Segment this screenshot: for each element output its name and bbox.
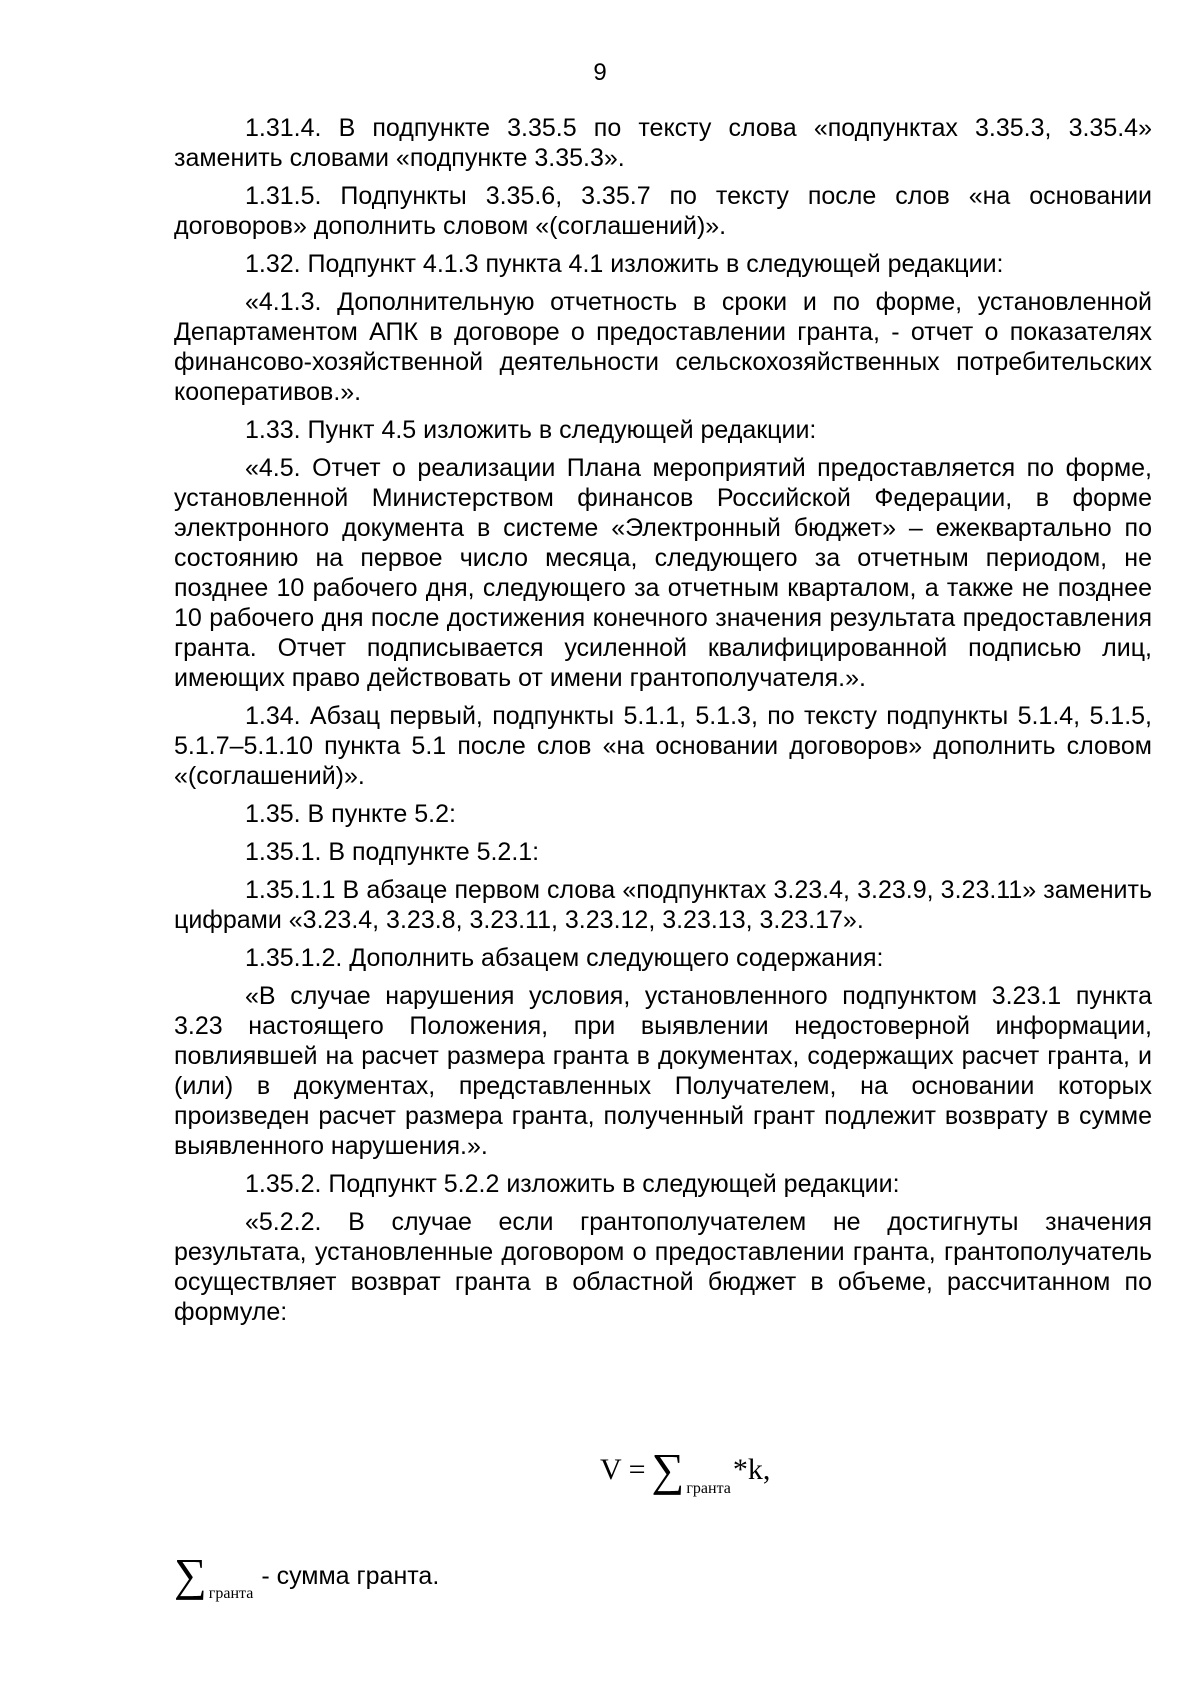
formula-lhs: V = bbox=[600, 1453, 646, 1486]
legend-subscript: гранта bbox=[208, 1585, 254, 1602]
paragraph-1-32: 1.32. Подпункт 4.1.3 пункта 4.1 изложить в следующей редакции: bbox=[245, 250, 1004, 278]
paragraph-1-35-2: 1.35.2. Подпункт 5.2.2 изложить в следующей редакции: bbox=[245, 1170, 900, 1198]
paragraph-5-2-2-quote: «5.2.2. В случае если грантополучателем не достигнуты значения результата, установленные договором о предоставлении гранта, грантополучатель осуществляет возврат гранта в областной бюджет в объеме, рассчитанном по формуле: bbox=[174, 1208, 1152, 1326]
paragraph-4-5-quote: «4.5. Отчет о реализации Плана мероприятий предоставляется по форме, установленной Министерством финансов Российской Федерации, в форме электронного документа в системе «Электронный бюджет» – ежеквартально по состоянию на первое число месяца, следующего за отчетным периодом, не позднее 10 рабочего дня, следующего за отчетным кварталом, а также не позднее 10 рабочего дня после достижения конечного значения результата предоставления гранта. Отчет подписывается усиленной квалифицированной подписью лиц, имеющих право действовать от имени грантополучателя.». bbox=[174, 454, 1152, 692]
formula-legend bbox=[174, 1549, 440, 1614]
paragraph-4-1-3-quote: «4.1.3. Дополнительную отчетность в сроки и по форме, установленной Департаментом АПК в договоре о предоставлении гранта, - отчет о показателях финансово-хозяйственной деятельности сельскохозяйственных потребительских кооперативов.». bbox=[174, 288, 1152, 406]
formula-tail: *k, bbox=[732, 1453, 771, 1486]
paragraph-1-35-1-1: 1.35.1.1 В абзаце первом слова «подпунктах 3.23.4, 3.23.9, 3.23.11» заменить цифрами «3.23.4, 3.23.8, 3.23.11, 3.23.12, 3.23.13, 3.23.17». bbox=[174, 876, 1152, 934]
formula-subscript: гранта bbox=[686, 1480, 731, 1497]
paragraph-1-35-1: 1.35.1. В подпункте 5.2.1: bbox=[245, 838, 540, 866]
page-number: 9 bbox=[593, 59, 607, 86]
paragraph-1-33: 1.33. Пункт 4.5 изложить в следующей редакции: bbox=[245, 416, 817, 444]
legend-sum-symbol: ∑ bbox=[174, 1549, 207, 1600]
paragraph-1-31-5: 1.31.5. Подпункты 3.35.6, 3.35.7 по тексту после слов «на основании договоров» дополнить словом «(соглашений)». bbox=[174, 182, 1152, 240]
legend-text: - сумма гранта. bbox=[261, 1562, 440, 1590]
return-formula bbox=[600, 1444, 771, 1509]
paragraph-violation-quote: «В случае нарушения условия, установленного подпунктом 3.23.1 пункта 3.23 настоящего Положения, при выявлении недостоверной информации, повлиявшей на расчет размера гранта в документах, содержащих расчет гранта, и (или) в документах, представленных Получателем, на основании которых произведен расчет размера гранта, полученный грант подлежит возврату в сумме выявленного нарушения.». bbox=[174, 982, 1152, 1160]
paragraph-1-35: 1.35. В пункте 5.2: bbox=[245, 800, 456, 828]
paragraph-1-35-1-2: 1.35.1.2. Дополнить абзацем следующего содержания: bbox=[245, 944, 884, 972]
paragraph-1-31-4: 1.31.4. В подпункте 3.35.5 по тексту слова «подпунктах 3.35.3, 3.35.4» заменить словами «подпункте 3.35.3». bbox=[174, 114, 1152, 172]
sum-symbol: ∑ bbox=[651, 1444, 685, 1495]
document-body bbox=[174, 113, 1152, 1335]
paragraph-1-34: 1.34. Абзац первый, подпункты 5.1.1, 5.1.3, по тексту подпункты 5.1.4, 5.1.5, 5.1.7–5.1.10 пункта 5.1 после слов «на основании договоров» дополнить словом «(соглашений)». bbox=[174, 702, 1152, 790]
